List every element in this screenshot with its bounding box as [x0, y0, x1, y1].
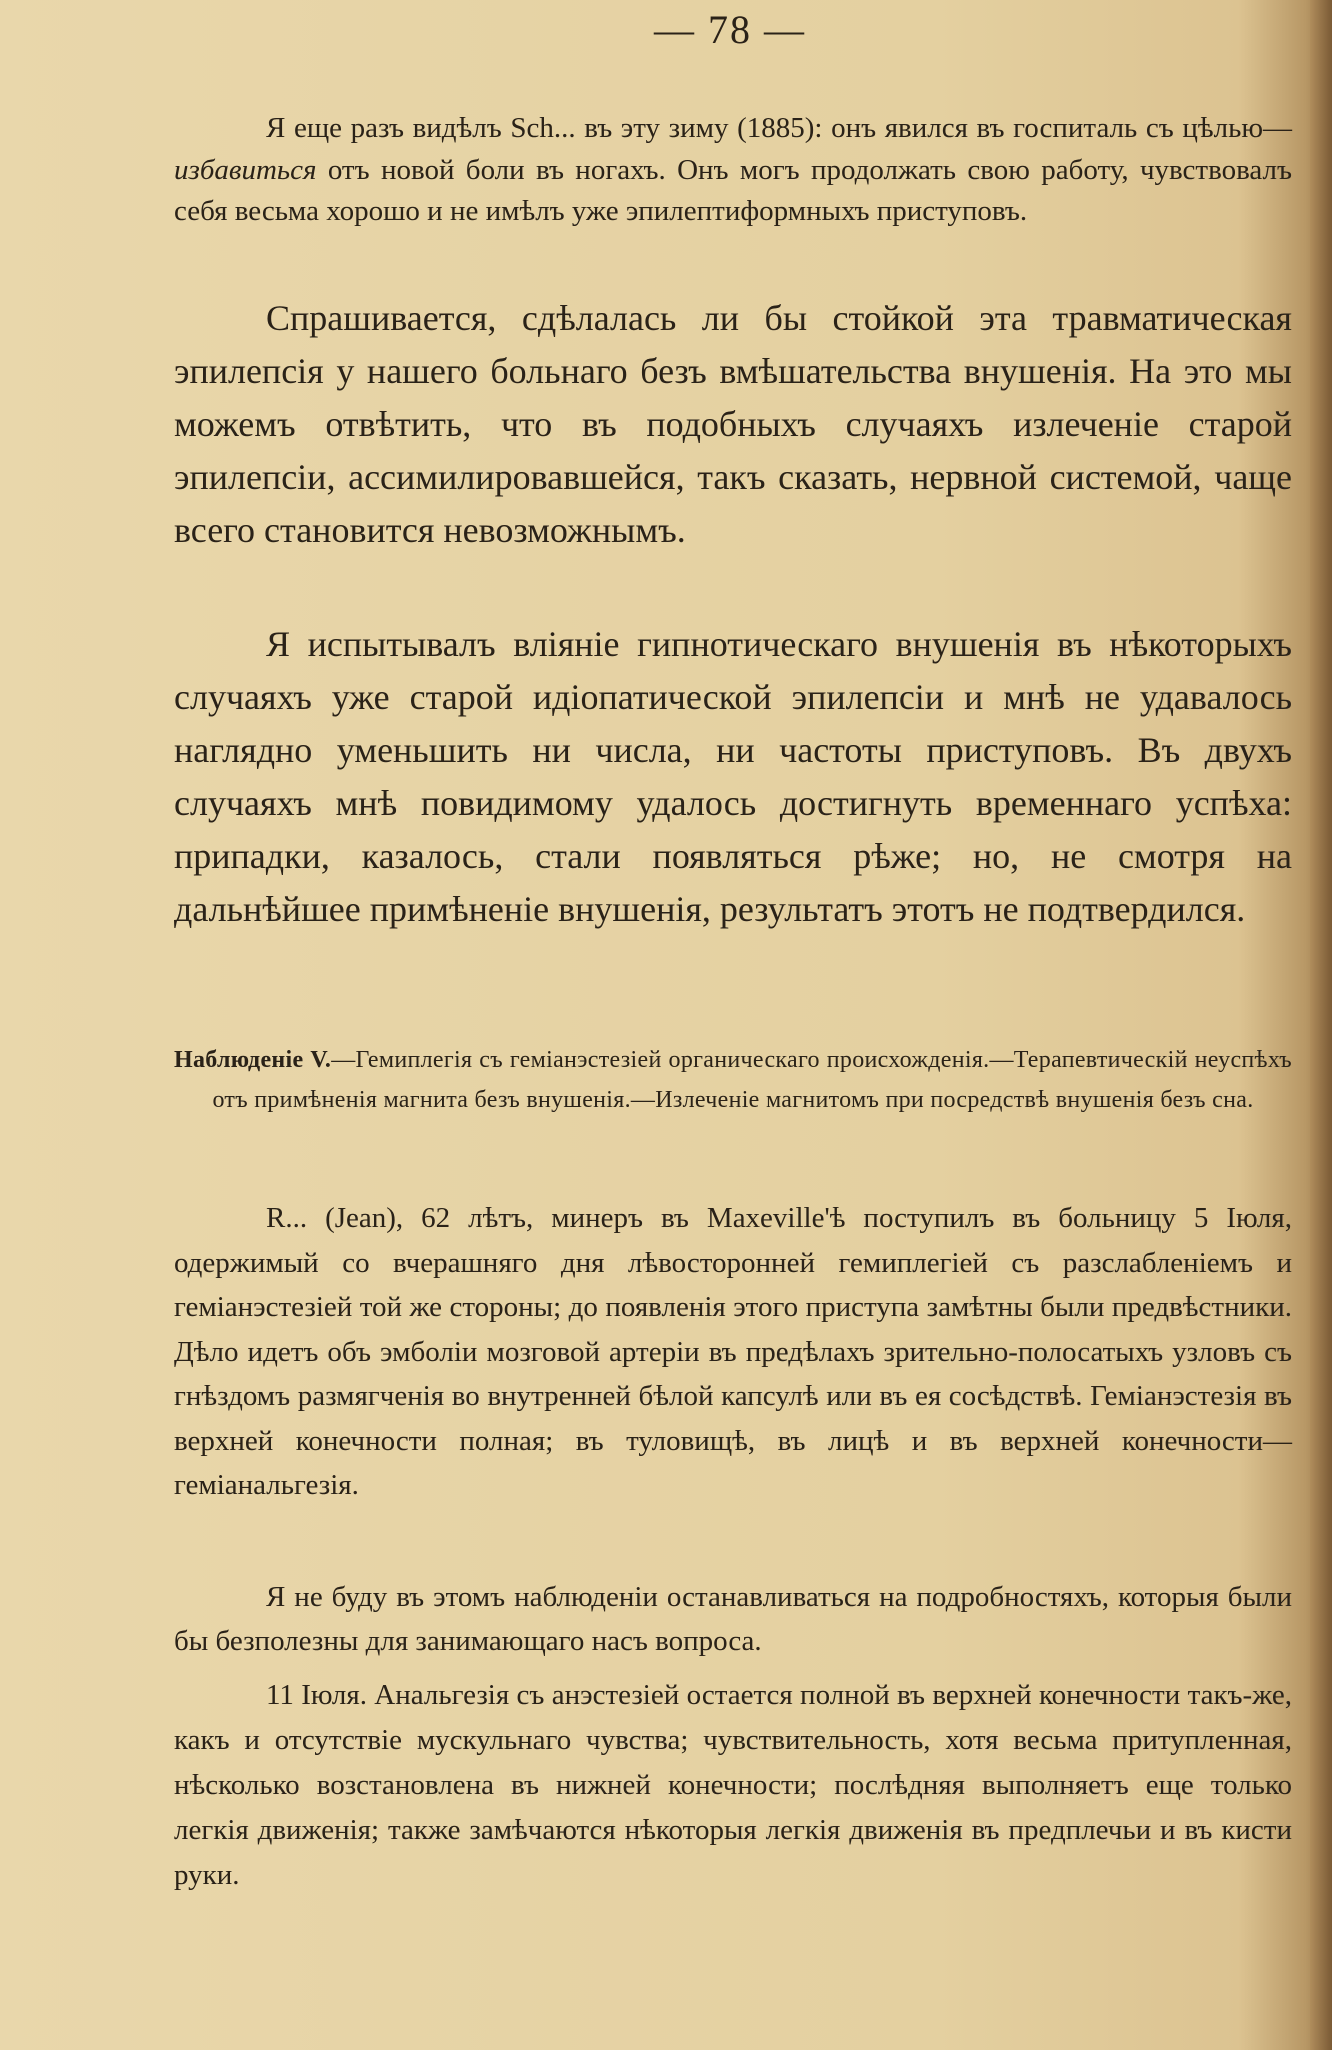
paragraph-sch-visit [174, 108, 1292, 233]
page-edge-shadow [1310, 0, 1332, 2050]
observation-label: Наблюденіе V. [174, 1047, 332, 1073]
observation-heading [174, 1040, 1292, 1120]
paragraph-july-11: 11 Іюля. Анальгезія съ анэстезіей остается полной въ верхней конечности такъ-же, какъ и отсутствіе мускульнаго чувства; чувствительность, хотя весьма притупленная, нѣсколько возстановлена въ нижней конечности; послѣдняя выполняетъ еще только легкія движенія; также замѣчаются нѣкоторыя легкія движенія въ предплечьи и въ кисти руки. [174, 1679, 1292, 1891]
observation-title: —Гемиплегія съ геміанэстезіей органическаго происхожденія.—Терапевтическій неуспѣхъ отъ примѣненія магнита безъ внушенія.—Излеченіе магнитомъ при посредствѣ внушенія безъ сна. [212, 1047, 1292, 1113]
emphasized-word: избавиться [174, 153, 317, 186]
paragraph-case-description: R... (Jean), 62 лѣтъ, минеръ въ Maxeville'ѣ поступилъ въ больницу 5 Іюля, одержимый со вчерашняго дня лѣвосторонней гемиплегіей съ разслабленіемъ и геміанэстезіей той же стороны; до появленія этого приступа замѣтны были предвѣстники. Дѣло идетъ объ эмболіи мозговой артеріи въ предѣлахъ зрительно-полосатыхъ узловъ съ гнѣздомъ размягченія во внутренней бѣлой капсулѣ или въ ея сосѣдствѣ. Геміанэстезія въ верхней конечности полная; въ туловищѣ, въ лицѣ и въ верхней конечности—геміанальгезія. [174, 1202, 1292, 1501]
page-number: — 78 — [654, 7, 806, 52]
paragraph-text: Я еще разъ видѣлъ Sch... въ эту зиму (1885): онъ явился въ госпиталь съ цѣлью— [266, 112, 1292, 144]
paragraph-idiopathic-epilepsy: Я испытывалъ вліяніе гипнотическаго внушенія въ нѣкоторыхъ случаяхъ уже старой идіопатической эпилепсіи и мнѣ не удавалось наглядно уменьшить ни числа, ни частоты приступовъ. Въ двухъ случаяхъ мнѣ повидимому удалось достигнуть временнаго успѣха: припадки, казалось, стали появляться рѣже; но, не смотря на дальнѣйшее примѣненіе внушенія, результатъ этотъ не подтвердился. [174, 624, 1292, 929]
paragraph-question: Спрашивается, сдѣлалась ли бы стойкой эта травматическая эпилепсія у нашего больнаго безъ вмѣшательства внушенія. На это мы можемъ отвѣтить, что въ подобныхъ случаяхъ излеченіе старой эпилепсіи, ассимилировавшейся, такъ сказать, нервной системой, чаще всего становится невозможнымъ. [174, 298, 1292, 550]
paragraph-text: отъ новой боли въ ногахъ. Онъ могъ продолжать свою работу, чувствовалъ себя весьма хорошо и не имѣлъ уже эпилептиформныхъ приступовъ. [174, 153, 1292, 227]
paragraph-no-details: Я не буду въ этомъ наблюденіи останавливаться на подробностяхъ, которыя были бы безполезны для занимающаго насъ вопроса. [174, 1581, 1292, 1657]
